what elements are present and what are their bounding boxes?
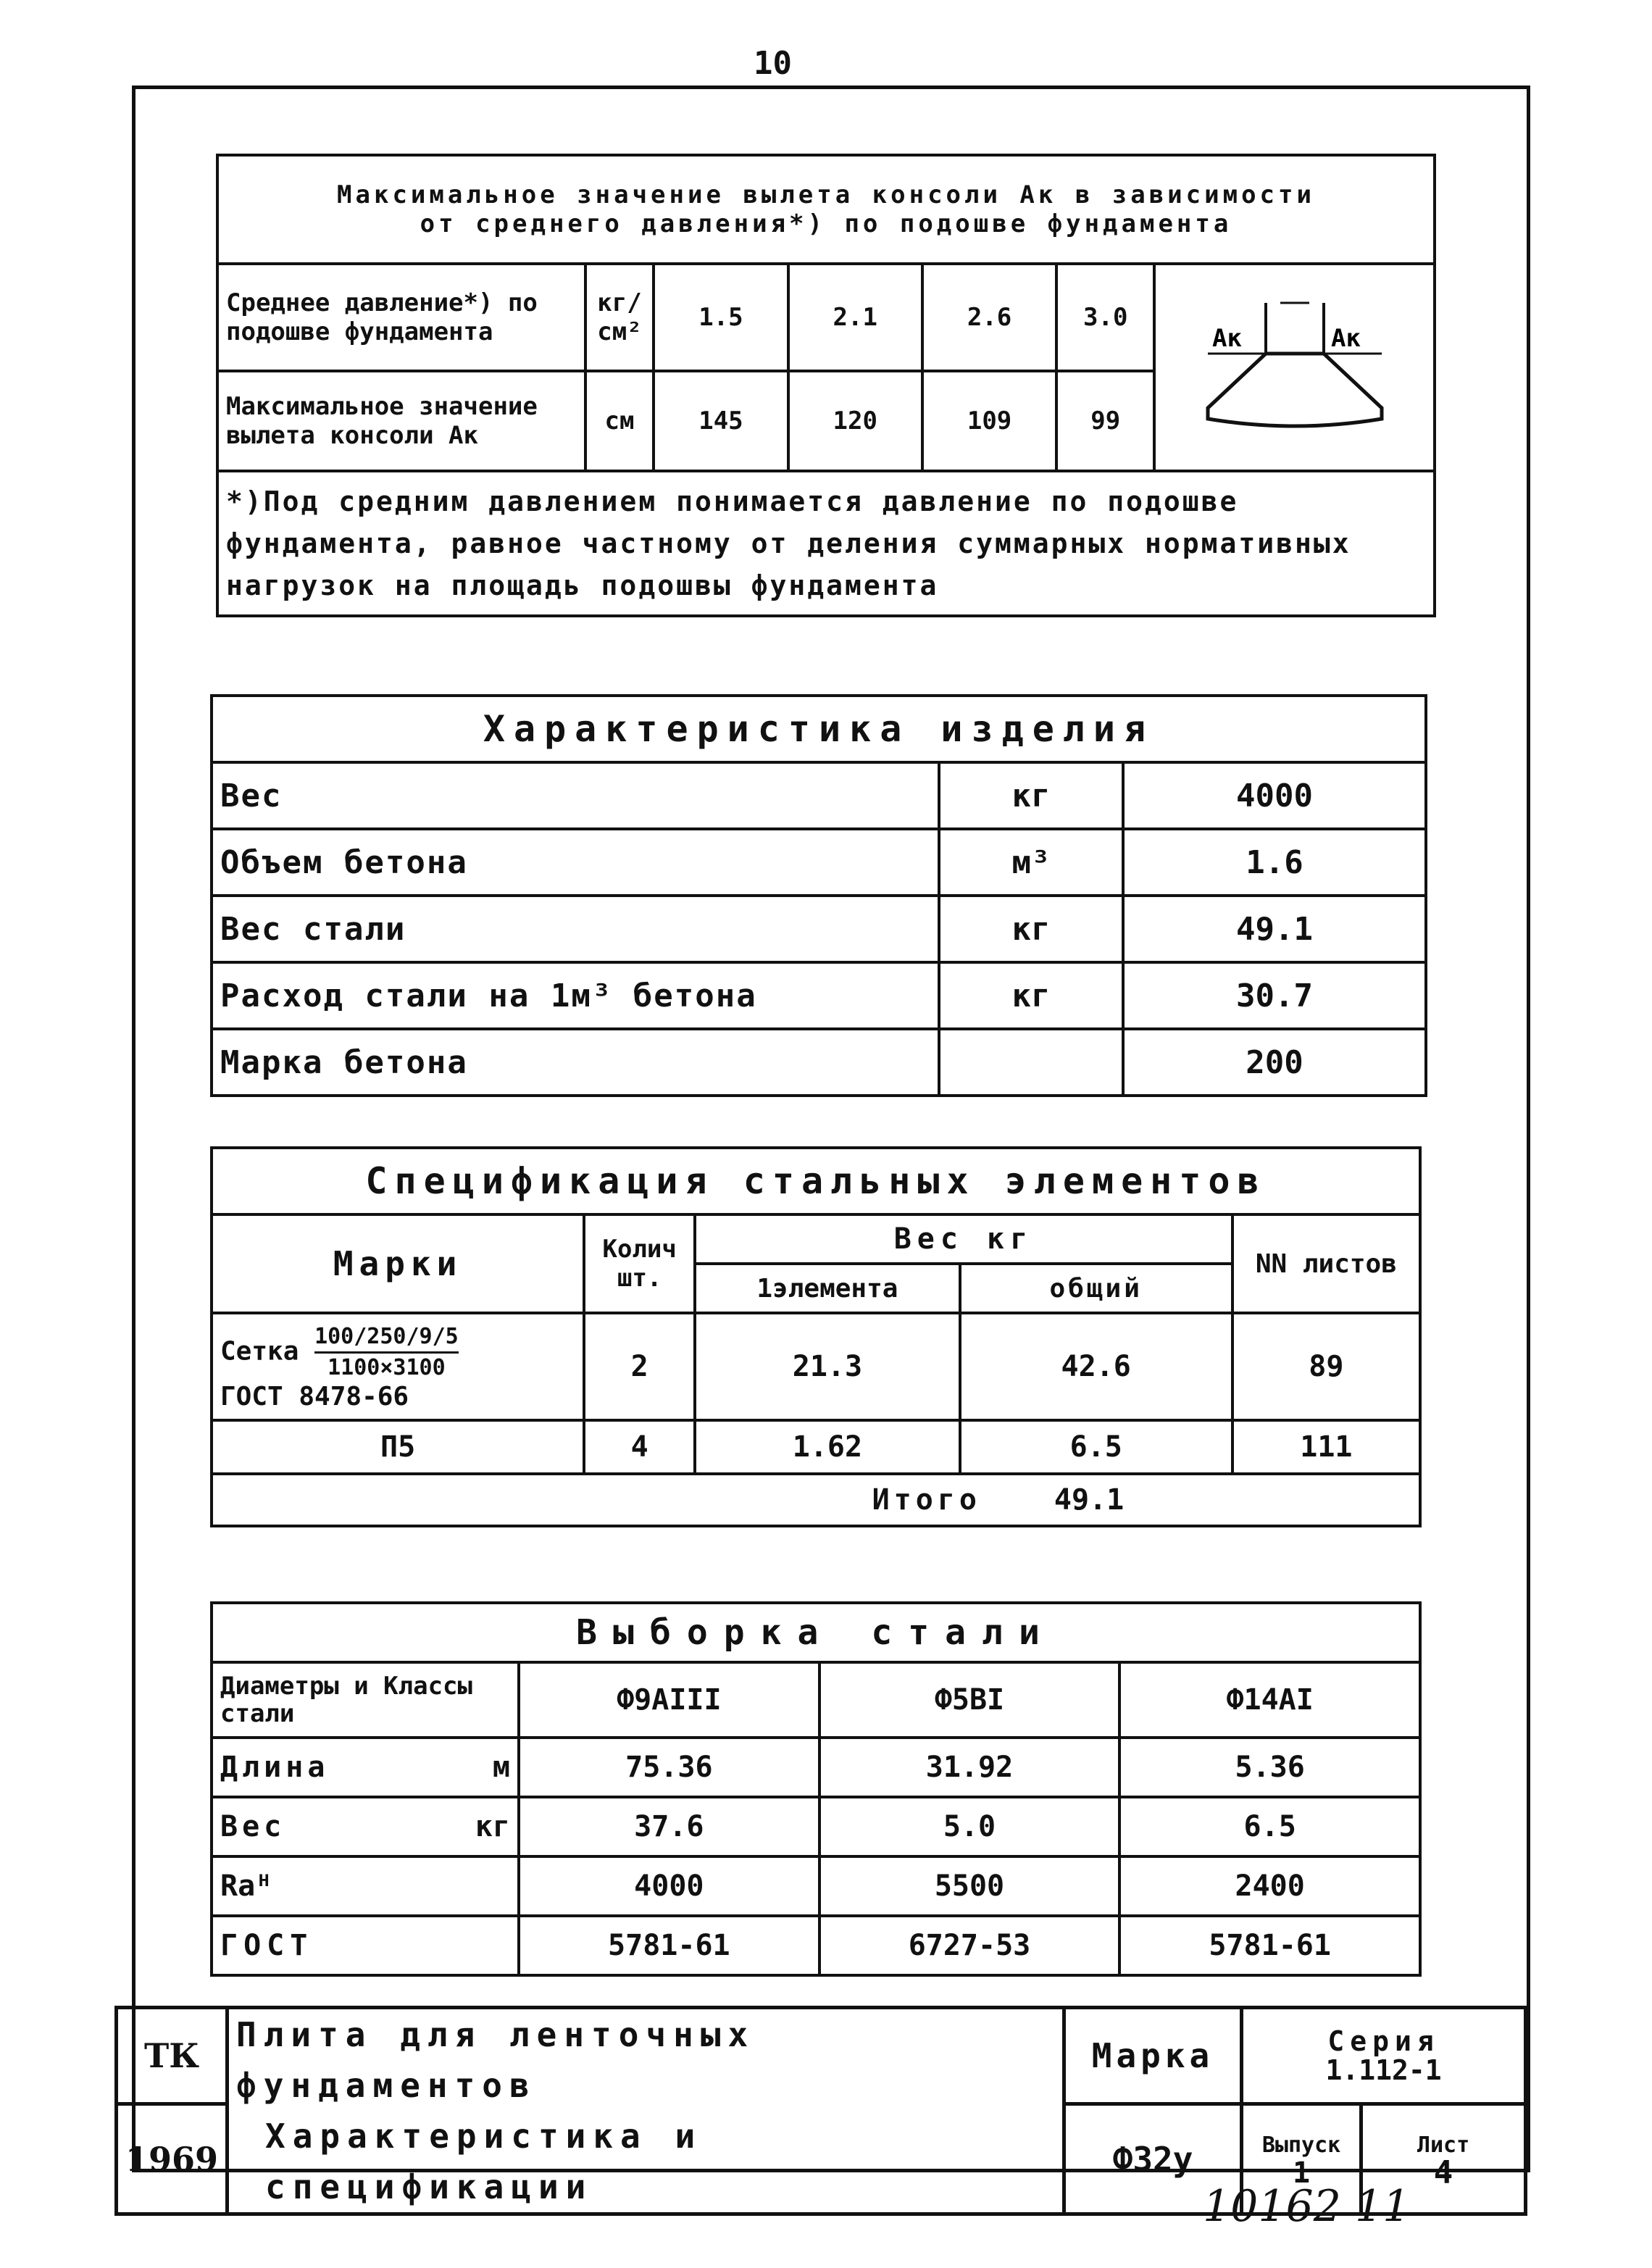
pressure-footnote: *)Под средним давлением понимается давление по подошве фундамента, равное частному от деления суммарных нормативных нагрузок на площадь подошвы фундамента	[217, 471, 1435, 616]
foundation-sketch	[1154, 264, 1435, 471]
steel-cell: 5781-61	[519, 1916, 819, 1975]
steel-cell: 31.92	[819, 1738, 1120, 1797]
char-row-value: 1.6	[1123, 829, 1426, 896]
overhang-label: Максимальное значение вылета консоли Ак	[217, 371, 585, 471]
console-table-title: Максимальное значение вылета консоли Ак в зависимости от среднего давления*) по подошве фундамента	[217, 155, 1435, 264]
char-row-name: Расход стали на 1м³ бетона	[212, 962, 939, 1029]
spec-row-mark: П5	[212, 1420, 584, 1474]
steel-row-label: ГОСТ	[212, 1916, 519, 1975]
steel-col: Ф14АI	[1119, 1662, 1420, 1738]
steel-table	[210, 1601, 1422, 1977]
spec-col-sheets: NN листов	[1232, 1214, 1420, 1313]
spec-row-total: 6.5	[960, 1420, 1232, 1474]
title-block-year: 1969	[117, 2104, 228, 2214]
spec-row-one: 1.62	[695, 1420, 959, 1474]
pressure-value: 2.1	[788, 264, 922, 371]
spec-col-weight-one: 1элемента	[695, 1264, 959, 1313]
title-block-sheet: Лист 4	[1361, 2104, 1526, 2214]
svg-text:Ак: Ак	[1330, 323, 1361, 353]
char-row-unit: кг	[939, 962, 1123, 1029]
char-row-value: 4000	[1123, 762, 1426, 829]
console-table	[216, 154, 1436, 617]
characteristics-table	[210, 694, 1427, 1097]
spec-total-label: Итого	[872, 1483, 981, 1517]
overhang-value: 109	[922, 371, 1056, 471]
svg-text:Ак: Ак	[1211, 323, 1242, 353]
char-row-value: 200	[1123, 1029, 1426, 1096]
spec-col-weight-total: общий	[960, 1264, 1232, 1313]
spec-col-qty: Колич шт.	[584, 1214, 695, 1313]
steel-row-label: Длина м	[212, 1738, 519, 1797]
steel-cell: 37.6	[519, 1797, 819, 1856]
char-row-unit	[939, 1029, 1123, 1096]
steel-cell: 2400	[1119, 1856, 1420, 1916]
char-row-unit: кг	[939, 896, 1123, 962]
specification-title: Спецификация стальных элементов	[212, 1148, 1420, 1214]
steel-title: Выборка стали	[212, 1603, 1420, 1662]
spec-row-sheet: 89	[1232, 1313, 1420, 1420]
title-block-series: Серия 1.112-1	[1242, 2008, 1526, 2104]
steel-col: Ф9АIII	[519, 1662, 819, 1738]
steel-cell: 6.5	[1119, 1797, 1420, 1856]
steel-cell: 4000	[519, 1856, 819, 1916]
spec-col-marks: Марки	[212, 1214, 584, 1313]
char-row-name: Марка бетона	[212, 1029, 939, 1096]
title-block-mark-value: Ф32у	[1064, 2104, 1242, 2214]
spec-col-weight: Вес кг	[695, 1214, 1232, 1264]
pressure-value: 3.0	[1056, 264, 1154, 371]
pressure-unit: кг/см²	[585, 264, 654, 371]
steel-row-label: Вес кг	[212, 1797, 519, 1856]
steel-row-label: Rаᴴ	[212, 1856, 519, 1916]
title-block-issue: Выпуск 1	[1242, 2104, 1361, 2214]
char-row-name: Вес стали	[212, 896, 939, 962]
steel-header-label: Диаметры и Классы стали	[212, 1662, 519, 1738]
steel-cell: 5.0	[819, 1797, 1120, 1856]
steel-cell: 5500	[819, 1856, 1120, 1916]
char-row-unit: м³	[939, 829, 1123, 896]
title-block-org: ТК	[117, 2008, 228, 2104]
char-row-value: 30.7	[1123, 962, 1426, 1029]
specification-table	[210, 1146, 1422, 1527]
spec-total-row	[212, 1474, 1420, 1526]
spec-row-one: 21.3	[695, 1313, 959, 1420]
spec-total-value: 49.1	[1054, 1483, 1125, 1517]
title-block-title: Плита для ленточных фундаментов Характеристика и спецификации	[228, 2008, 1064, 2214]
spec-row-qty: 2	[584, 1313, 695, 1420]
steel-cell: 5781-61	[1119, 1916, 1420, 1975]
steel-col: Ф5ВI	[819, 1662, 1120, 1738]
steel-cell: 6727-53	[819, 1916, 1120, 1975]
spec-row-sheet: 111	[1232, 1420, 1420, 1474]
pressure-value: 1.5	[654, 264, 788, 371]
overhang-unit: см	[585, 371, 654, 471]
overhang-value: 120	[788, 371, 922, 471]
handwritten-note: 10162 11	[1203, 2181, 1411, 2232]
foundation-sketch-icon	[1186, 281, 1403, 448]
spec-row-mark: Сетка $\frac{100/250/9/5}{1100\times 3100}$ ГОСТ 8478-66	[212, 1313, 584, 1420]
pressure-label: Среднее давление*) по подошве фундамента	[217, 264, 585, 371]
steel-cell: 75.36	[519, 1738, 819, 1797]
char-row-unit: кг	[939, 762, 1123, 829]
char-row-value: 49.1	[1123, 896, 1426, 962]
pressure-value: 2.6	[922, 264, 1056, 371]
spec-row-qty: 4	[584, 1420, 695, 1474]
spec-row-total: 42.6	[960, 1313, 1232, 1420]
char-row-name: Вес	[212, 762, 939, 829]
overhang-value: 145	[654, 371, 788, 471]
char-row-name: Объем бетона	[212, 829, 939, 896]
steel-cell: 5.36	[1119, 1738, 1420, 1797]
page-number: 10	[754, 45, 792, 82]
title-block-mark-label: Марка	[1064, 2008, 1242, 2104]
overhang-value: 99	[1056, 371, 1154, 471]
characteristics-title: Характеристика изделия	[212, 696, 1426, 762]
